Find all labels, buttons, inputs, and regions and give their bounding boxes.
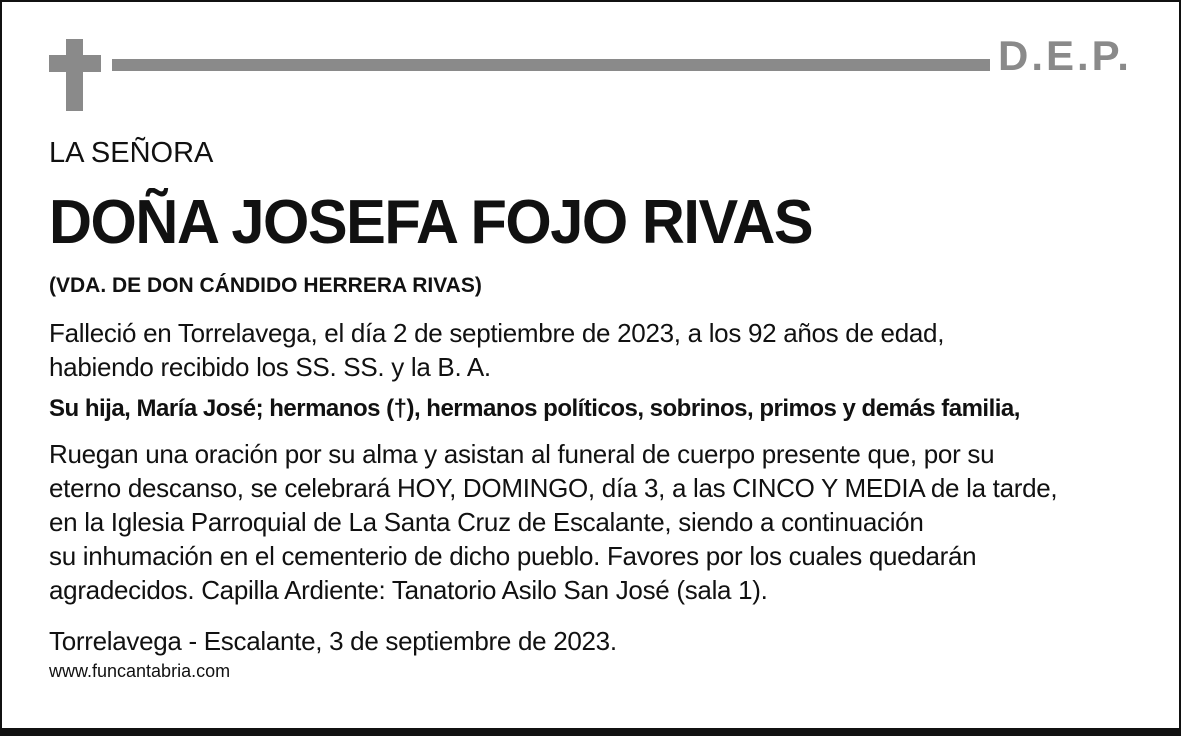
family-line: Su hija, María José; hermanos (†), hermanos políticos, sobrinos, primos y demás familia,	[49, 395, 1020, 422]
prayer-line: en la Iglesia Parroquial de La Santa Cruz de Escalante, siendo a continuación	[49, 507, 924, 537]
prayer-line: agradecidos. Capilla Ardiente: Tanatorio Asilo San José (sala 1).	[49, 575, 768, 605]
header-rule	[112, 59, 990, 71]
death-paragraph	[49, 316, 944, 384]
place-date: Torrelavega - Escalante, 3 de septiembre de 2023.	[49, 626, 617, 656]
prayer-line: eterno descanso, se celebrará HOY, DOMINGO, día 3, a las CINCO Y MEDIA de la tarde,	[49, 473, 1058, 503]
prayer-paragraph	[49, 437, 1057, 607]
cross-icon-horizontal	[49, 55, 101, 72]
intro-title: LA SEÑORA	[49, 137, 214, 169]
death-line: Falleció en Torrelavega, el día 2 de septiembre de 2023, a los 92 años de edad,	[49, 318, 945, 348]
prayer-line: su inhumación en el cementerio de dicho pueblo. Favores por los cuales quedarán	[49, 541, 977, 571]
dep-mark: D.E.P.	[998, 32, 1132, 79]
death-line: habiendo recibido los SS. SS. y la B. A.	[49, 352, 491, 382]
prayer-line: Ruegan una oración por su alma y asistan al funeral de cuerpo presente que, por su	[49, 439, 995, 469]
deceased-name: DOÑA JOSEFA FOJO RIVAS	[49, 188, 813, 257]
website-text: www.funcantabria.com	[49, 661, 231, 681]
cross-icon-vertical	[66, 39, 83, 111]
widow-of: (VDA. DE DON CÁNDIDO HERRERA RIVAS)	[49, 274, 482, 297]
